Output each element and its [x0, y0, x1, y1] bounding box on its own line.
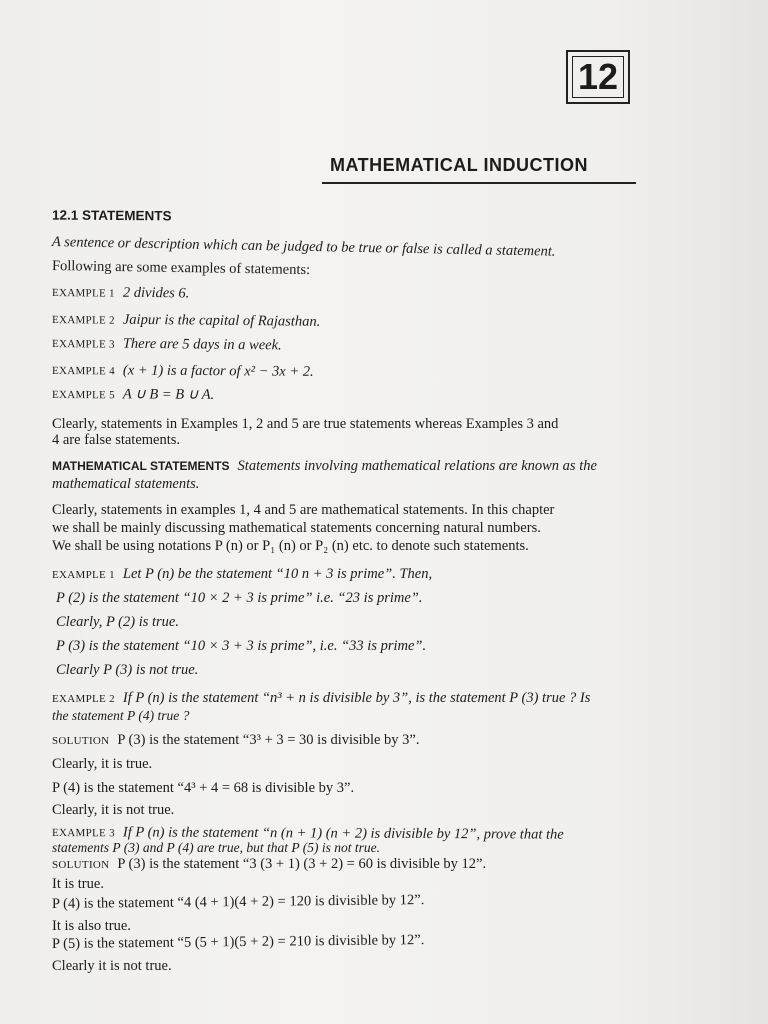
examples-lead: Following are some examples of statements: [51, 258, 311, 279]
example1-line [52, 566, 432, 583]
example1-line: Clearly P (3) is not true. [56, 662, 199, 678]
math-statements-text: Statements involving mathematical relations are known as the [237, 458, 597, 474]
solution-line: P (4) is the statement “4³ + 4 = 68 is divisible by 3”. [52, 780, 355, 796]
example1-line: Clearly, P (2) is true. [56, 614, 179, 630]
solution-line: P (4) is the statement “4 (4 + 1)(4 + 2) = 120 is divisible by 12”. [51, 892, 425, 912]
solution-line: P (5) is the statement “5 (5 + 1)(5 + 2) = 210 is divisible by 12”. [51, 932, 425, 952]
solution-line: Clearly, it is true. [52, 756, 153, 772]
section-title: STATEMENTS [81, 207, 172, 224]
example-item [52, 335, 282, 354]
example3-text: If P (n) is the statement “n (n + 1) (n + 2) is divisible by 12”, prove that the [122, 824, 564, 843]
example-item [52, 311, 320, 331]
example2-solution [52, 732, 419, 749]
example-text: 2 divides 6. [122, 284, 190, 302]
solution-text: P (3) is the statement “3 (3 + 1) (3 + 2) = 60 is divisible by 12”. [117, 856, 487, 872]
solution-line: It is also true. [52, 918, 131, 934]
example-label: EXAMPLE 5 [51, 389, 115, 402]
chapter-title: MATHEMATICAL INDUCTION [330, 155, 588, 175]
solution-line: It is true. [52, 876, 104, 892]
example-label: EXAMPLE 1 [52, 569, 115, 581]
section-number: 12.1 [51, 207, 79, 223]
example-text: A ∪ B = B ∪ A. [122, 386, 215, 403]
example2-text: If P (n) is the statement “n³ + n is divisible by 3”, is the statement P (3) true ? Is [122, 690, 591, 706]
example-text: Jaipur is the capital of Rajasthan. [122, 311, 321, 330]
solution-line: Clearly, it is not true. [52, 802, 175, 818]
example-label: EXAMPLE 1 [51, 287, 115, 300]
chapter-number: 12 [577, 56, 619, 97]
example2-question-cont: the statement P (4) true ? [52, 708, 190, 723]
example-label: EXAMPLE 2 [52, 693, 115, 705]
chapter-paragraph-line: we shall be mainly discussing mathematical statements concerning natural numbers. [52, 520, 541, 536]
example1-line: P (2) is the statement “10 × 2 + 3 is prime” i.e. “23 is prime”. [56, 590, 423, 606]
example-item [52, 284, 190, 302]
example-label: EXAMPLE 3 [51, 338, 115, 351]
chapter-title-rule [322, 182, 636, 184]
example-item [52, 386, 214, 404]
example-label: EXAMPLE 4 [51, 365, 115, 378]
example2-question [52, 690, 590, 707]
chapter-paragraph-line: We shall be using notations P (n) or P₁ (n) or P₂ (n) etc. to denote such statements. [52, 538, 529, 554]
solution-line: Clearly it is not true. [52, 958, 172, 974]
math-statements-label: MATHEMATICAL STATEMENTS [52, 459, 230, 473]
example1-text: Let P (n) be the statement “10 n + 3 is prime”. Then, [122, 566, 433, 582]
clearly-paragraph-line: Clearly, statements in Examples 1, 2 and 5 are true statements whereas Examples 3 and [52, 416, 559, 432]
statement-definition: A sentence or description which can be judged to be true or false is called a statement. [51, 234, 556, 260]
solution-text: P (3) is the statement “3³ + 3 = 30 is divisible by 3”. [117, 732, 420, 748]
chapter-number-box [566, 50, 630, 104]
example3-solution [52, 856, 486, 873]
chapter-paragraph-line: Clearly, statements in examples 1, 4 and 5 are mathematical statements. In this chapter [52, 502, 555, 518]
clearly-paragraph-line: 4 are false statements. [52, 432, 181, 448]
section-heading [52, 208, 172, 224]
example-label: EXAMPLE 3 [51, 827, 115, 840]
example-label: EXAMPLE 2 [51, 314, 115, 327]
example1-line: P (3) is the statement “10 × 3 + 3 is prime”, i.e. “33 is prime”. [56, 638, 427, 654]
example-text: There are 5 days in a week. [122, 335, 282, 354]
math-statements-text-cont: mathematical statements. [52, 476, 200, 492]
example-item [52, 362, 314, 381]
example-text: (x + 1) is a factor of x² − 3x + 2. [122, 362, 314, 380]
math-statements-definition [52, 458, 597, 475]
solution-label: SOLUTION [52, 735, 110, 747]
solution-label: SOLUTION [52, 859, 110, 871]
example3-question-cont: statements P (3) and P (4) are true, but that P (5) is not true. [52, 840, 380, 855]
